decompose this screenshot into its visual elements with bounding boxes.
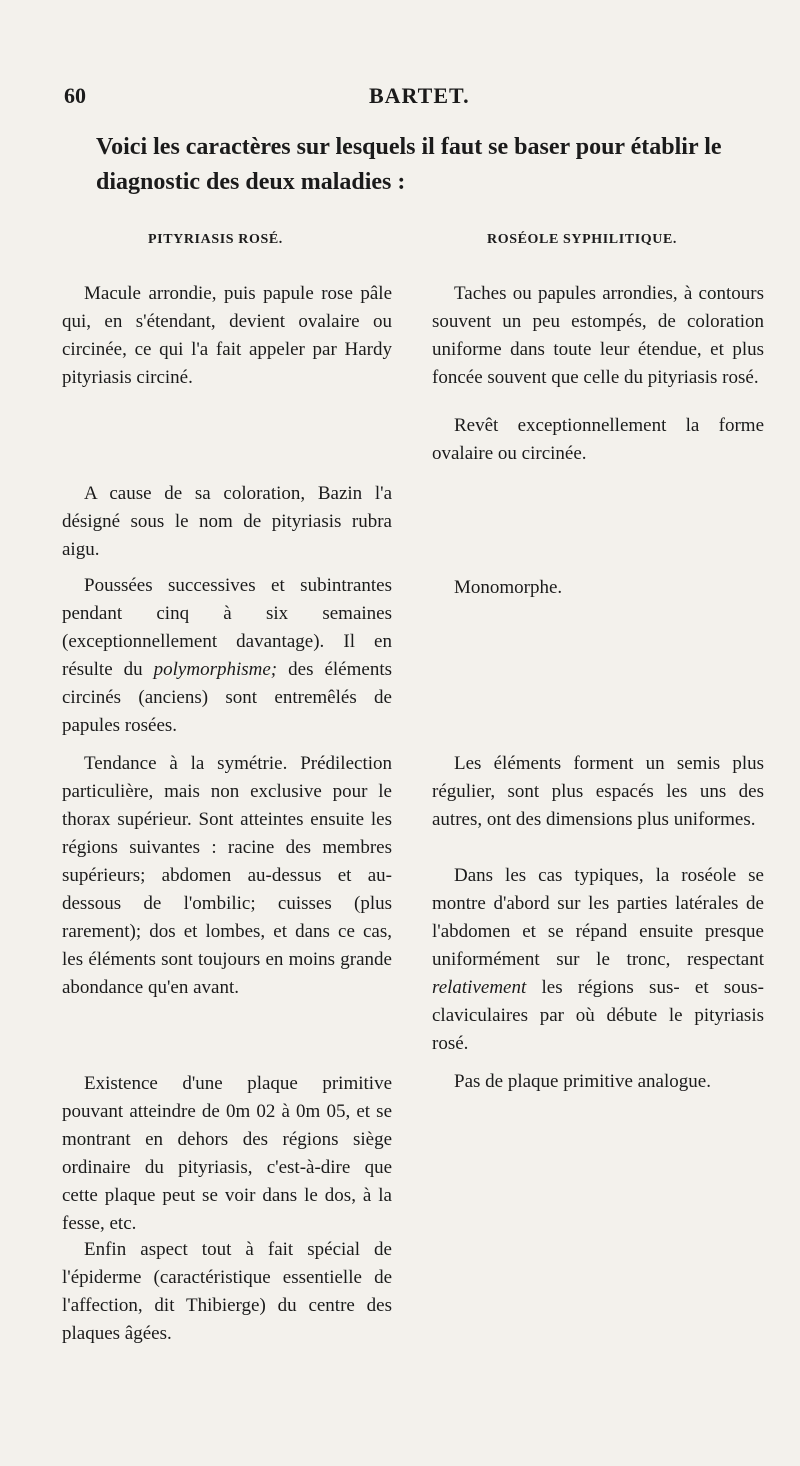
page-number: 60: [64, 83, 86, 108]
right-p3-text: Monomorphe.: [454, 577, 563, 598]
left-p3-part-b: des éléments circinés (anciens) sont entremêlés de papules rosées.: [62, 659, 392, 736]
right-p2-text: Revêt exceptionnellement la forme ovalaire ou circinée.: [432, 415, 764, 464]
left-p3-emphasis: polymorphisme;: [153, 659, 278, 680]
right-p6-text: Pas de plaque primitive analogue.: [454, 1071, 711, 1092]
left-p6-text: Enfin aspect tout à fait spécial de l'épiderme (caractéristique essentielle de l'affection, dit Thibierge) du centre des plaques âgées.: [62, 1239, 392, 1344]
left-paragraph-6: [62, 1236, 392, 1348]
right-p1-text: Taches ou papules arrondies, à contours souvent un peu estompés, de coloration uniforme dans toute leur étendue, et plus foncée souvent que celle du pityriasis rosé.: [432, 283, 764, 388]
running-title: BARTET.: [369, 83, 470, 108]
left-paragraph-4: [62, 750, 392, 1002]
left-paragraph-2: [62, 480, 392, 564]
left-column-heading: PITYRIASIS ROSÉ.: [148, 232, 283, 247]
right-paragraph-1: [432, 280, 764, 392]
left-p4-text: Tendance à la symétrie. Prédilection particulière, mais non exclusive pour le thorax supérieur. Sont atteintes ensuite les régions suivantes : racine des membres supérieurs; abdomen au-dessus et au-dessous de l'ombilic; cuisses (plus rarement); dos et lombes, et dans ce cas, les éléments sont toujours en moins grande abondance qu'en avant.: [62, 753, 392, 998]
right-p4-text: Les éléments forment un semis plus régulier, sont plus espacés les uns des autres, ont des dimensions plus uniformes.: [432, 753, 764, 830]
right-p5-part-a: Dans les cas typiques, la roséole se montre d'abord sur les parties latérales de l'abdomen et se répand ensuite presque uniformément sur le tronc, respectant: [432, 865, 764, 970]
left-p3-text: [62, 572, 392, 740]
left-p3-part-a: Poussées successives et subintrantes pendant cinq à six semaines (exceptionnellement davantage). Il en résulte du: [62, 575, 392, 680]
right-p5-text: [432, 862, 764, 1058]
intro-paragraph: Voici les caractères sur lesquels il faut se baser pour établir le diagnostic des deux maladies :: [96, 134, 722, 195]
page-header: [64, 83, 764, 113]
right-paragraph-6: [432, 1068, 764, 1096]
left-p1-text: Macule arrondie, puis papule rose pâle qui, en s'étendant, devient ovalaire ou circinée, ce qui l'a fait appeler par Hardy pityriasis circiné.: [62, 283, 392, 388]
left-p5-text: Existence d'une plaque primitive pouvant atteindre de 0m 02 à 0m 05, et se montrant en dehors des régions siège ordinaire du pityriasis, c'est-à-dire que cette plaque peut se voir dans le dos, à la fesse, etc.: [62, 1073, 392, 1234]
right-column-heading: ROSÉOLE SYPHILITIQUE.: [487, 232, 677, 247]
right-paragraph-2: [432, 412, 764, 468]
left-paragraph-1: [62, 280, 392, 392]
left-paragraph-3: [62, 572, 392, 740]
left-paragraph-5: [62, 1070, 392, 1238]
right-paragraph-5: [432, 862, 764, 1058]
right-p5-part-b: les régions sus- et sous-claviculaires par où débute le pityriasis rosé.: [432, 977, 764, 1054]
right-p5-emphasis: relativement: [432, 977, 527, 998]
right-paragraph-4: [432, 750, 764, 834]
right-paragraph-3: [432, 574, 764, 602]
left-p2-text: A cause de sa coloration, Bazin l'a désigné sous le nom de pityriasis rubra aigu.: [62, 483, 392, 560]
